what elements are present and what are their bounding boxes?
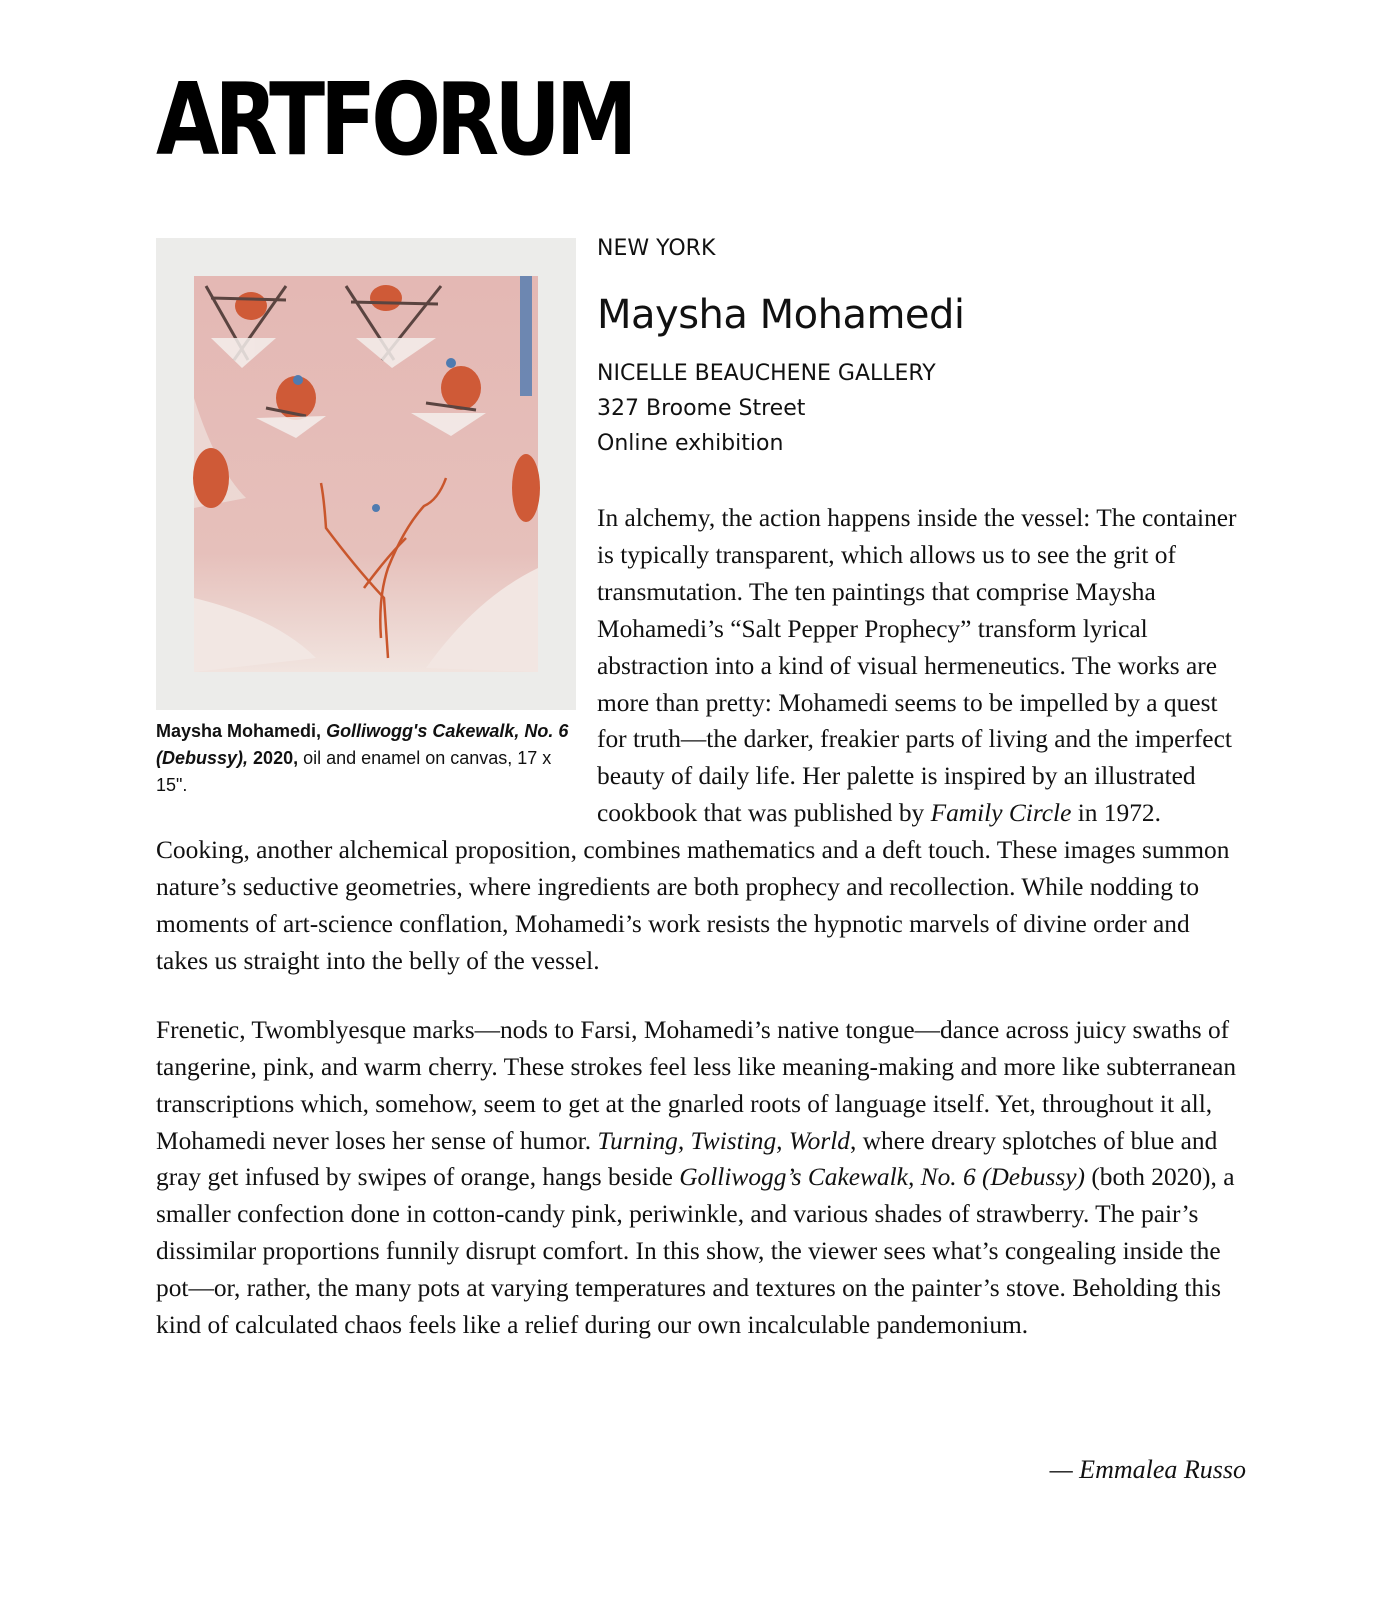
exhibition-format: Online exhibition — [597, 431, 784, 456]
p2-text-a: Frenetic, Twomblyesque marks—nods to Farsi, Mohamedi’s native tongue—dance across juicy swaths of tangerine, pink, and warm cherry. These strokes feel less like meaning-making and more like subterranean transcriptions which, somehow, seem to get at the gnarled roots of language itself. Yet, throughout it all, Mohamedi never loses her sense of humor. — [156, 1015, 1237, 1155]
caption-details: oil and enamel on canvas, 17 x 15". — [156, 748, 552, 795]
p1-text-b: in 1972. Cooking, another alchemical proposition, combines mathematics and a deft touch. These images summon nature’s seductive geometries, where ingredients are both prophecy and recollection. While nodding to moments of art-science conflation, Mohamedi’s work resists the hypnotic marvels of divine order and takes us straight into the belly of the vessel. — [156, 799, 1230, 975]
orange-blob — [441, 366, 481, 410]
p1-text-a: In alchemy, the action happens inside the vessel: The container is typically transparent, which allows us to see the grit of transmutation. The ten paintings that comprise Maysha Mohamedi’s “Salt Pepper Prophecy” transform lyrical abstraction into a kind of visual hermeneutics. The works are more than pretty: Mohamedi seems to be impelled by a quest for truth—the darker, freakier parts of living and the imperfect beauty of daily life. Her palette is inspired by an illustrated cookbook that was published by — [597, 504, 1237, 828]
artforum-logo[interactable]: ARTFORUM — [156, 61, 633, 178]
p2-italic-1: Turning, Twisting, World — [597, 1126, 850, 1155]
author-byline: — Emmalea Russo — [1049, 1455, 1246, 1484]
orange-blob — [193, 448, 229, 508]
location-label[interactable]: NEW YORK — [597, 236, 716, 261]
p2-text-b: , where dreary splotches of blue and gray get infused by swipes of orange, hangs beside — [156, 1126, 1218, 1192]
caption-title: Golliwogg's Cakewalk, No. 6 (Debussy), — [156, 721, 569, 768]
blue-dot — [293, 375, 303, 385]
p2-text-c: (both 2020), a smaller confection done in cotton-candy pink, periwinkle, and various shades of strawberry. The pair’s dissimilar proportions funnily disrupt comfort. In this show, the viewer sees what’s congealing inside the pot—or, rather, the many pots at varying temperatures and textures on the painter’s stove. Beholding this kind of calculated chaos feels like a relief during our own incalculable pandemonium. — [156, 1163, 1235, 1340]
exhibition-header — [597, 234, 1247, 461]
article-body — [156, 500, 1248, 1344]
gallery-name[interactable]: NICELLE BEAUCHENE GALLERY — [597, 361, 936, 386]
p2-italic-2: Golliwogg’s Cakewalk, No. 6 (Debussy) — [679, 1163, 1085, 1192]
venue-info — [597, 356, 1247, 461]
article-paragraph-2 — [156, 1012, 1248, 1344]
orange-blob — [235, 292, 267, 320]
p1-italic: Family Circle — [930, 799, 1072, 828]
artist-title[interactable]: Maysha Mohamedi — [597, 292, 965, 338]
blue-dot — [446, 358, 456, 368]
caption-year: 2020, — [253, 748, 299, 768]
orange-blob — [370, 285, 402, 311]
gallery-address: 327 Broome Street — [597, 396, 806, 421]
blue-stroke — [520, 276, 532, 396]
image-float-spacer — [156, 500, 597, 810]
caption-artist: Maysha Mohamedi, — [156, 721, 322, 741]
